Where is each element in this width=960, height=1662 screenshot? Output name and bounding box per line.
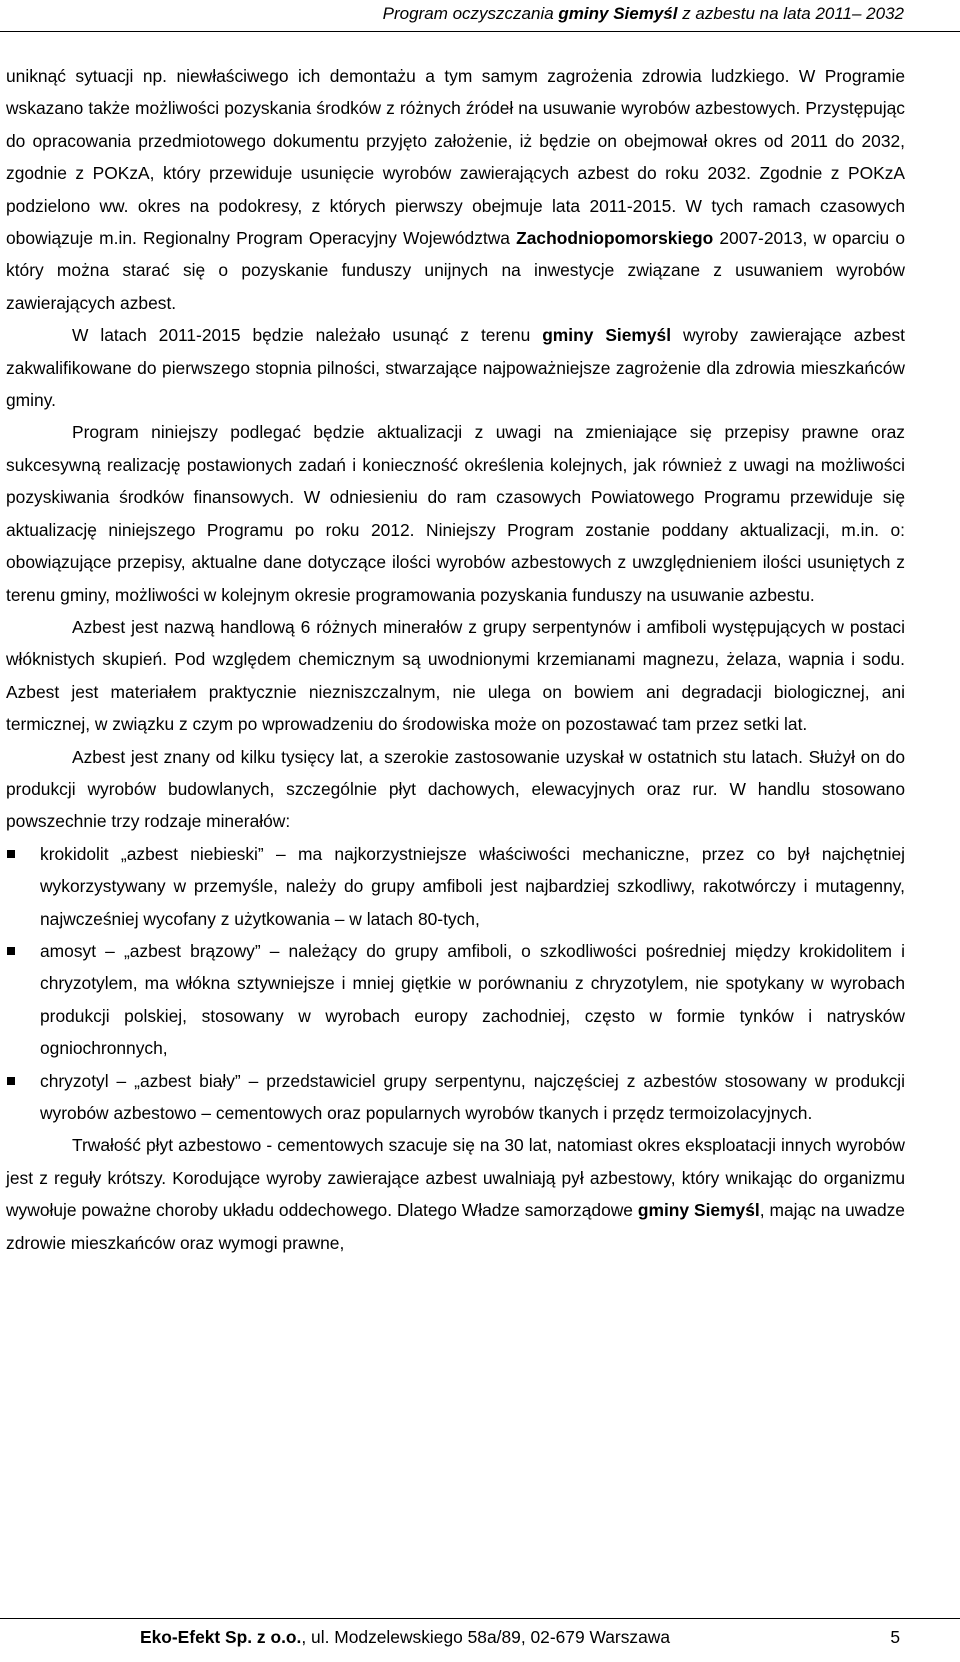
paragraph-6-text: Trwałość płyt azbestowo - cementowych szacuje się na 30 lat, natomiast okres eksploatacji innych wyrobów jest z reguły krótszy. Korodujące wyroby zawierające azbest uwalniają pył azbestowy, który wnikając do organizmu wywołuje poważne choroby układu oddechowego. Dlatego Władze samorządowe: [6, 1135, 905, 1221]
square-bullet-icon: [7, 947, 15, 955]
paragraph-6: [6, 1129, 905, 1259]
mineral-list: [6, 838, 905, 1130]
paragraph-3: Program niniejszy podlegać będzie aktualizacji z uwagi na zmieniające się przepisy prawne oraz sukcesywną realizację postawionych zadań i konieczność określenia kolejnych, jak również z uwagi na możliwości pozyskiwania środków finansowych. W odniesieniu do ram czasowych Powiatowego Programu przewiduje się aktualizację niniejszego Programu po roku 2012. Niniejszy Program zostanie poddany aktualizacji, m.in. o: obowiązujące przepisy, aktualne dane dotyczące ilości wyrobów azbestowych z uwzględnieniem ilości usuniętych z terenu gminy, możliwości w kolejnym okresie programowania pozyskania funduszy na usuwanie azbestu.: [6, 422, 905, 605]
footer-address: , ul. Modzelewskiego 58a/89, 02-679 Warszawa: [301, 1627, 670, 1647]
header-suffix: z azbestu na lata 2011– 2032: [677, 4, 904, 23]
document-body: [6, 60, 905, 1259]
list-item-text: amosyt – „azbest brązowy” – należący do grupy amfiboli, o szkodliwości pośredniej między krokidolitem i chryzotylem, ma włókna sztywniejsze i mniej giętkie w porównaniu z chryzotylem, nie spotykany w wyrobach produkcji polskiej, stosowany w wyrobach europy zachodniej, często w formie tynków i natrysków ogniochronnych,: [40, 940, 905, 1059]
header-title: [383, 4, 904, 24]
square-bullet-icon: [7, 850, 15, 858]
paragraph-2-text: W latach 2011-2015 będzie należało usunąć z terenu: [72, 325, 543, 346]
paragraph-1-text-end: 2007-2013, w oparciu o który można starać się o pozyskanie funduszy unijnych na inwestycje związane z usuwaniem wyrobów zawierających azbest.: [6, 228, 906, 313]
list-item: [6, 935, 905, 1065]
paragraph-2-bold: gminy Siemyśl: [542, 325, 672, 346]
paragraph-6-text-end: , mając na uwadze zdrowie mieszkańców oraz wymogi prawne,: [6, 1200, 905, 1253]
paragraph-1-bold: Zachodniopomorskiego: [516, 228, 714, 249]
list-item: [6, 1065, 905, 1130]
page-number: 5: [890, 1627, 900, 1647]
page-footer: [0, 1618, 960, 1662]
paragraph-2: [6, 319, 905, 416]
paragraph-4: Azbest jest nazwą handlową 6 różnych minerałów z grupy serpentynów i amfiboli występujących w postaci włóknistych skupień. Pod względem chemicznym są uwodnionymi krzemianami magnezu, żelaza, wapnia i sodu. Azbest jest materiałem praktycznie niezniszczalnym, nie ulega on bowiem ani degradacji biologicznej, ani termicznej, w związku z czym po wprowadzeniu do środowiska może on pozostawać tam przez setki lat.: [6, 616, 905, 735]
paragraph-1-text: uniknąć sytuacji np. niewłaściwego ich demontażu a tym samym zagrożenia zdrowia ludzkiego. W Programie wskazano także możliwości pozyskania środków z różnych źródeł na usuwanie wyrobów azbestowych. Przystępując do opracowania przedmiotowego dokumentu przyjęto założenie, iż będzie on obejmował okres od 2011 do 2032, zgodnie z POKzA, który przewiduje usunięcie wyrobów zawierających azbest do roku 2032. Zgodnie z POKzA podzielono ww. okres na podokresy, z których pierwszy obejmuje lata 2011-2015. W tych ramach czasowych obowiązuje m.in. Regionalny Program Operacyjny Województwa: [6, 66, 905, 249]
square-bullet-icon: [7, 1077, 15, 1085]
paragraph-5: Azbest jest znany od kilku tysięcy lat, a szerokie zastosowanie uzyskał w ostatnich stu latach. Służył on do produkcji wyrobów budowlanych, szczególnie płyt dachowych, elewacyjnych oraz rur. W handlu stosowano powszechnie trzy rodzaje minerałów:: [6, 746, 905, 832]
paragraph-6-bold: gminy Siemyśl: [637, 1200, 760, 1221]
header-gmina: gminy Siemyśl: [558, 4, 678, 23]
paragraph-2-text-end: wyroby zawierające azbest zakwalifikowane do pierwszego stopnia pilności, stwarzające najpoważniejsze zagrożenie dla zdrowia mieszkańców gminy.: [6, 325, 905, 411]
footer-company: [140, 1627, 670, 1648]
page-header: [0, 4, 960, 32]
header-prefix: Program oczyszczania: [382, 4, 559, 23]
paragraph-1: [6, 60, 905, 319]
footer-company-name: Eko-Efekt Sp. z o.o.: [140, 1627, 302, 1647]
list-item-text: chryzotyl – „azbest biały” – przedstawiciel grupy serpentynu, najczęściej z azbestów stosowany w produkcji wyrobów azbestowo – cementowych oraz popularnych wyrobów tkanych i przędz termoizolacyjnych.: [40, 1070, 905, 1123]
list-item-text: krokidolit „azbest niebieski” – ma najkorzystniejsze właściwości mechaniczne, przez co był najchętniej wykorzystywany w przemyśle, należy do grupy amfiboli jest najbardziej szkodliwy, rakotwórczy i mutagenny, najwcześniej wycofany z użytkowania – w latach 80-tych,: [40, 843, 905, 929]
list-item: [6, 838, 905, 935]
